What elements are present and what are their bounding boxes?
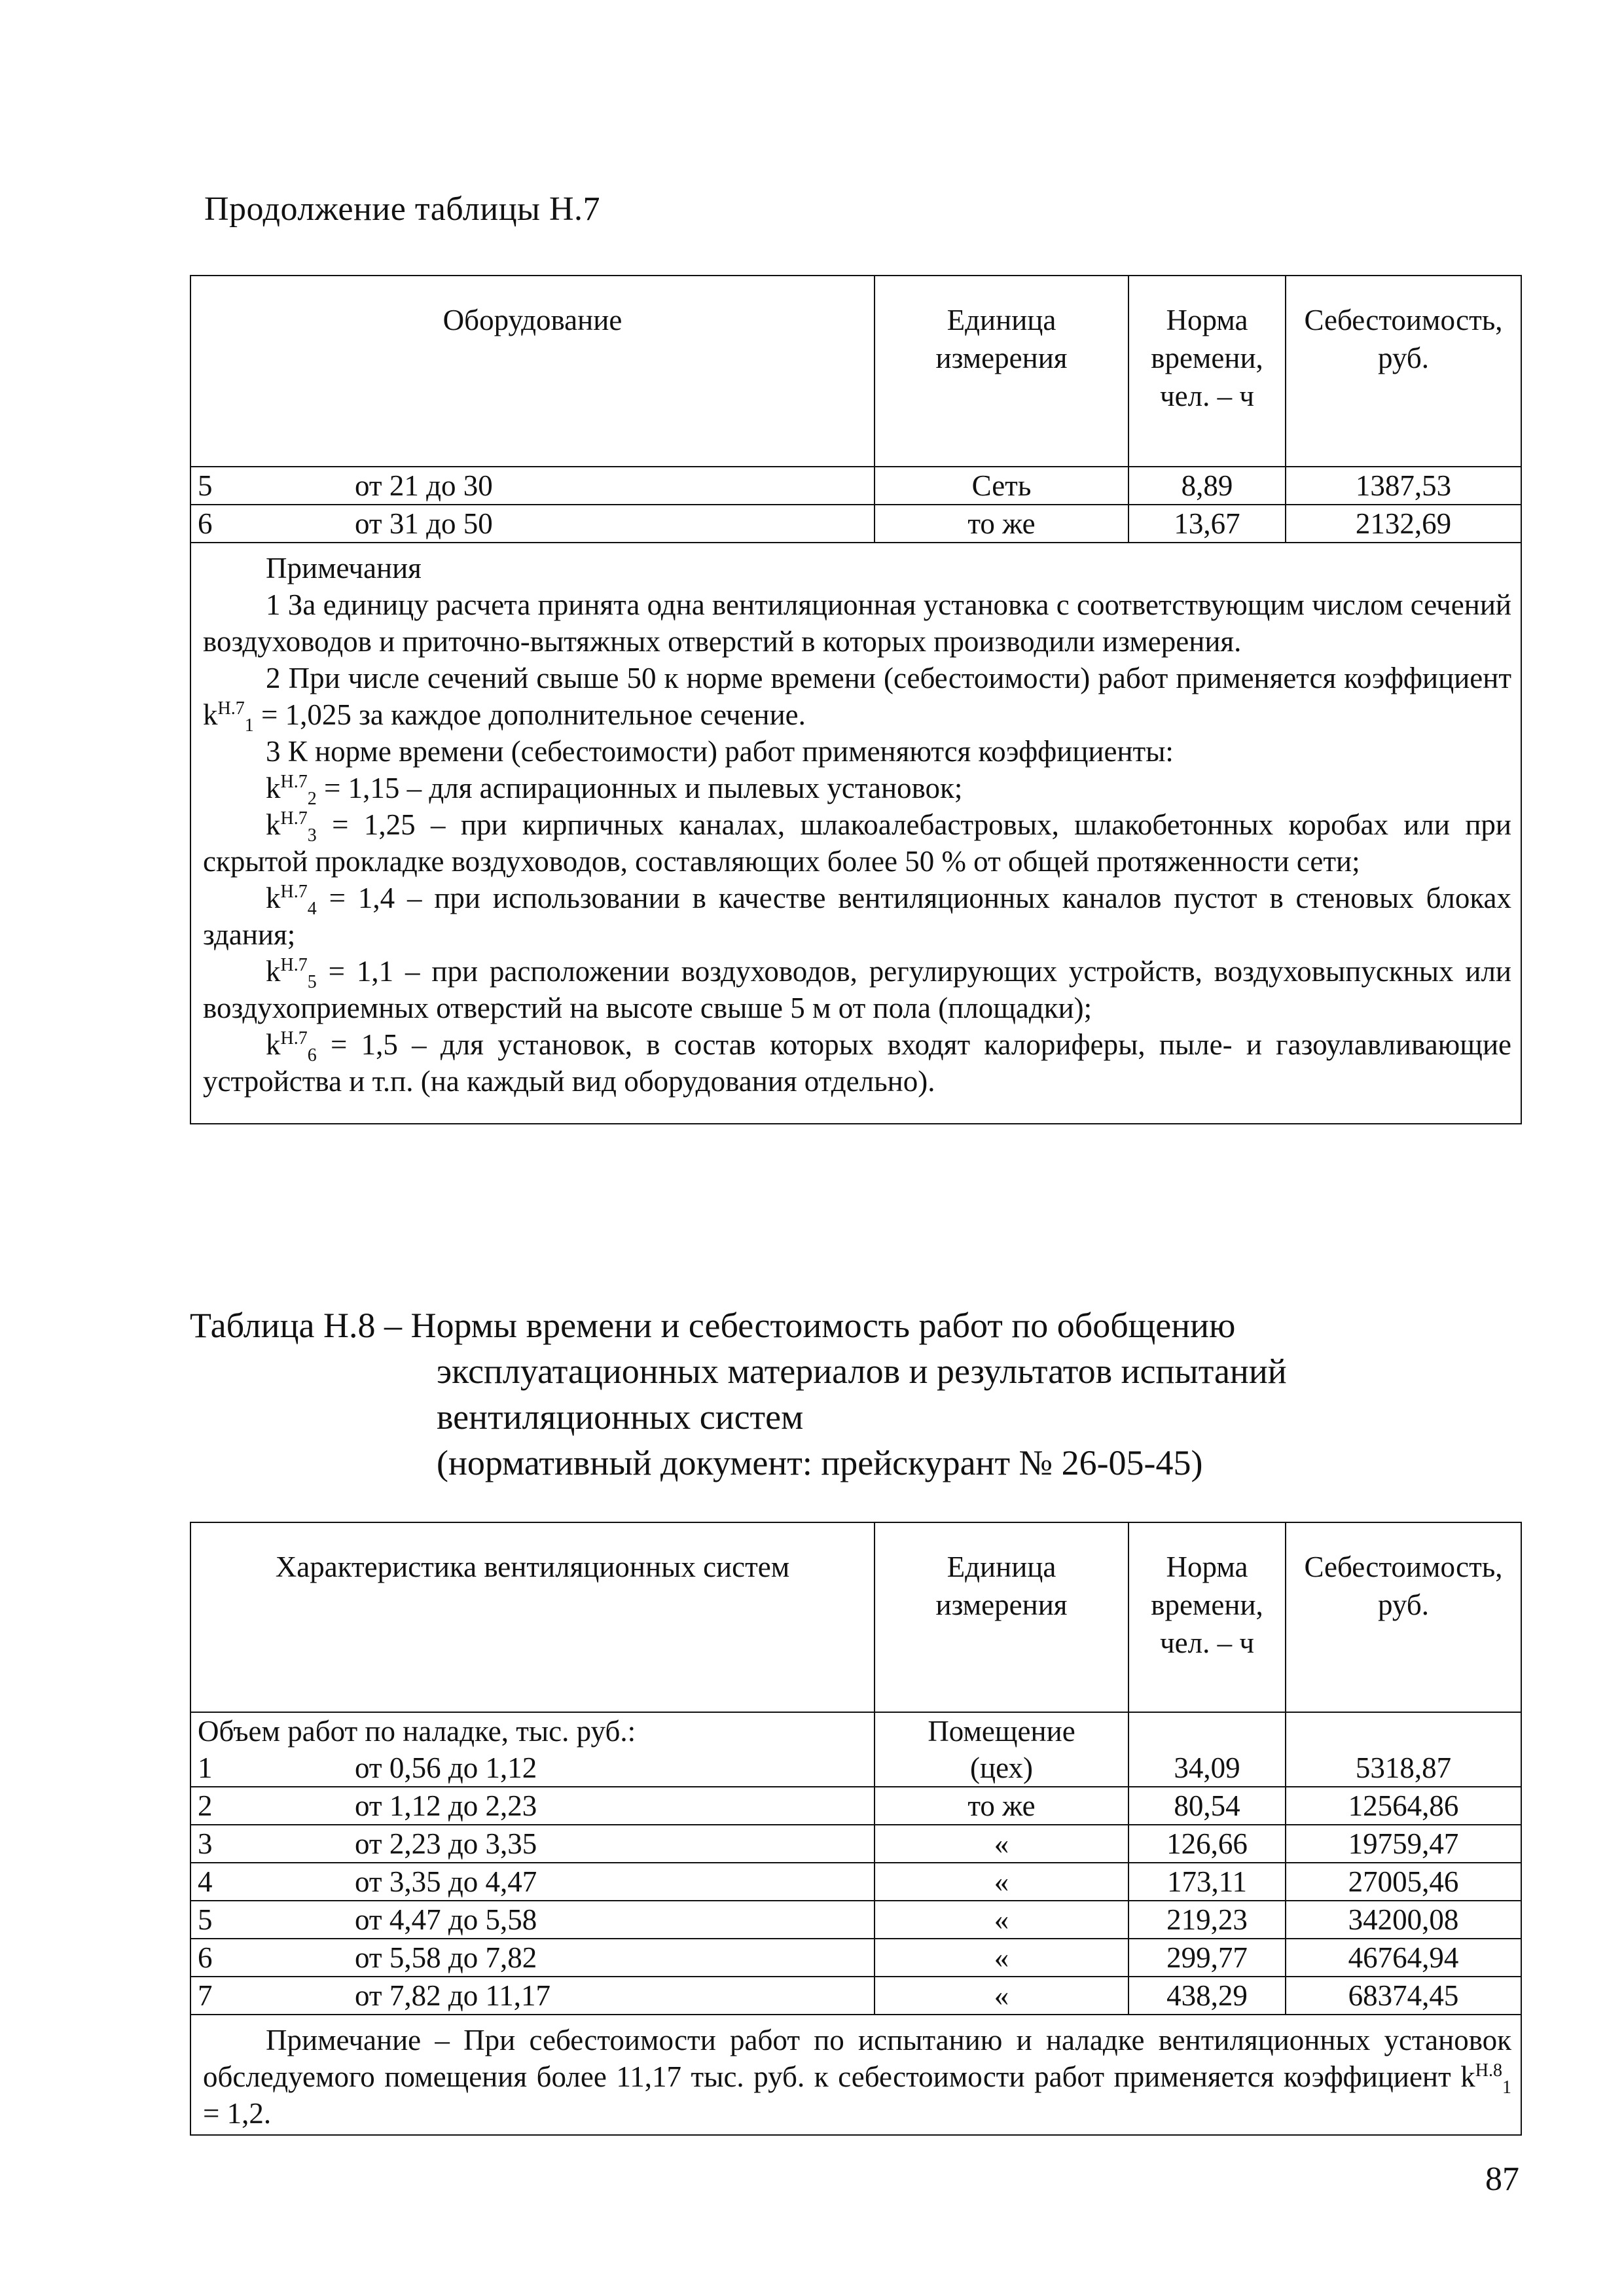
row-unit: « xyxy=(875,1901,1128,1939)
row-range: от 1,12 до 2,23 xyxy=(355,1789,537,1822)
header-cost: Себестоимость, руб. xyxy=(1286,276,1521,467)
row-norm: 219,23 xyxy=(1128,1901,1286,1939)
header-unit: Единица измерения xyxy=(875,276,1128,467)
row-unit: (цех) xyxy=(875,1749,1128,1787)
note-1: 1 За единицу расчета принята одна вентиляционная установка с соответствующим числом сечений воздуховодов и приточно-вытяжных отверстий в которых производили измерения. xyxy=(203,588,1511,658)
row-cost: 27005,46 xyxy=(1286,1863,1521,1901)
row-range: от 7,82 до 11,17 xyxy=(355,1979,551,2012)
page-number: 87 xyxy=(1485,2161,1519,2198)
table-h8-title-line2: эксплуатационных материалов и результатов испытаний xyxy=(437,1352,1287,1391)
row-range: от 5,58 до 7,82 xyxy=(355,1941,537,1974)
row-cost: 68374,45 xyxy=(1286,1977,1521,2015)
row-cost: 46764,94 xyxy=(1286,1939,1521,1977)
coefficient-k2: $k^{Н.7}_2 = 1,15$ – для аспирационных и пылевых установок; xyxy=(266,772,963,809)
row-norm: 80,54 xyxy=(1128,1787,1286,1825)
row-number: 6 xyxy=(198,507,213,540)
row-cost: 34200,08 xyxy=(1286,1901,1521,1939)
table-row xyxy=(190,467,1521,505)
row-unit: « xyxy=(875,1863,1128,1901)
row-number: 5 xyxy=(198,469,213,502)
row-norm: 126,66 xyxy=(1128,1825,1286,1863)
unit-room-line1: Помещение xyxy=(875,1712,1128,1749)
row-unit: то же xyxy=(875,505,1128,543)
row-norm: 34,09 xyxy=(1128,1749,1286,1787)
header-cost: Себестоимость, руб. xyxy=(1286,1522,1521,1712)
notes-heading: Примечания xyxy=(266,552,422,584)
row-number: 6 xyxy=(198,1941,213,1974)
row-number: 3 xyxy=(198,1827,213,1860)
row-unit: « xyxy=(875,1825,1128,1863)
row-cost: 1387,53 xyxy=(1286,467,1521,505)
group-label: Объем работ по наладке, тыс. руб.: xyxy=(190,1712,875,1749)
row-number: 1 xyxy=(198,1751,213,1784)
row-unit: то же xyxy=(875,1787,1128,1825)
note-2: 2 При числе сечений свыше 50 к норме времени (себестоимости) работ применяется коэффициент $k^{Н.7}_1 = 1,025$ за каждое дополнительное сечение. xyxy=(203,662,1511,736)
header-unit: Единица измерения xyxy=(875,1522,1128,1712)
header-norm: Норма времени, чел. – ч xyxy=(1128,276,1286,467)
row-number: 7 xyxy=(198,1979,213,2012)
row-range: от 3,35 до 4,47 xyxy=(355,1865,537,1898)
header-equipment: Оборудование xyxy=(190,276,875,467)
row-number: 4 xyxy=(198,1865,213,1898)
row-unit: « xyxy=(875,1939,1128,1977)
row-cost: 5318,87 xyxy=(1286,1749,1521,1787)
table-h8-title xyxy=(190,1302,1287,1486)
row-range: от 4,47 до 5,58 xyxy=(355,1903,537,1936)
table-h7 xyxy=(190,275,1522,1124)
note-3: 3 К норме времени (себестоимости) работ применяются коэффициенты: xyxy=(266,735,1174,768)
table-h8-note: Примечание – При себестоимости работ по испытанию и наладке вентиляционных установок обследуемого помещения более 11,17 тыс. руб. к себестоимости работ применяется коэффициент $k^{Н.8}_1 = 1,2$. xyxy=(190,2015,1521,2135)
table-h7-notes xyxy=(190,543,1521,1124)
table-row xyxy=(190,1901,1521,1939)
row-range: от 0,56 до 1,12 xyxy=(355,1751,537,1784)
coefficient-k4: $k^{Н.7}_4 = 1,4$ – при использовании в качестве вентиляционных каналов пустот в стеновых блоках здания; xyxy=(203,882,1511,951)
table-h8-title-line1: Таблица Н.8 – Нормы времени и себестоимость работ по обобщению xyxy=(190,1306,1236,1345)
row-norm: 299,77 xyxy=(1128,1939,1286,1977)
table-h8-title-line4: (нормативный документ: прейскурант № 26-05-45) xyxy=(437,1443,1203,1482)
table-row xyxy=(190,1939,1521,1977)
coefficient-k6: $k^{Н.7}_6 = 1,5$ – для установок, в состав которых входят калориферы, пыле- и газоулавливающие устройства и т.п. (на каждый вид оборудования отдельно). xyxy=(203,1028,1511,1098)
row-unit: Сеть xyxy=(875,467,1128,505)
table-row xyxy=(190,1787,1521,1825)
table-h8 xyxy=(190,1522,1522,2136)
row-norm: 13,67 xyxy=(1128,505,1286,543)
table-row xyxy=(190,1977,1521,2015)
row-number: 2 xyxy=(198,1789,213,1822)
row-range: от 31 до 50 xyxy=(355,507,493,540)
row-cost: 12564,86 xyxy=(1286,1787,1521,1825)
row-cost: 19759,47 xyxy=(1286,1825,1521,1863)
table-row xyxy=(190,505,1521,543)
table-row xyxy=(190,1749,1521,1787)
row-norm: 173,11 xyxy=(1128,1863,1286,1901)
coefficient-k3: $k^{Н.7}_3 = 1,25$ – при кирпичных каналах, шлакоалебастровых, шлакобетонных коробах или при скрытой прокладке воздуховодов, составляющих более 50 % от общей протяженности сети; xyxy=(203,808,1511,878)
table-h8-title-line3: вентиляционных систем xyxy=(437,1397,804,1437)
row-range: от 21 до 30 xyxy=(355,469,493,502)
row-unit: « xyxy=(875,1977,1128,2015)
table-row xyxy=(190,1825,1521,1863)
header-norm: Норма времени, чел. – ч xyxy=(1128,1522,1286,1712)
continuation-title: Продолжение таблицы Н.7 xyxy=(204,190,601,228)
table-row xyxy=(190,1863,1521,1901)
row-cost: 2132,69 xyxy=(1286,505,1521,543)
row-norm: 8,89 xyxy=(1128,467,1286,505)
row-range: от 2,23 до 3,35 xyxy=(355,1827,537,1860)
header-characteristic: Характеристика вентиляционных систем xyxy=(190,1522,875,1712)
coefficient-k5: $k^{Н.7}_5 = 1,1$ – при расположении воздуховодов, регулирующих устройств, воздуховыпускных или воздухоприемных отверстий на высоте свыше 5 м от пола (площадки); xyxy=(203,955,1511,1024)
row-number: 5 xyxy=(198,1903,213,1936)
row-norm: 438,29 xyxy=(1128,1977,1286,2015)
